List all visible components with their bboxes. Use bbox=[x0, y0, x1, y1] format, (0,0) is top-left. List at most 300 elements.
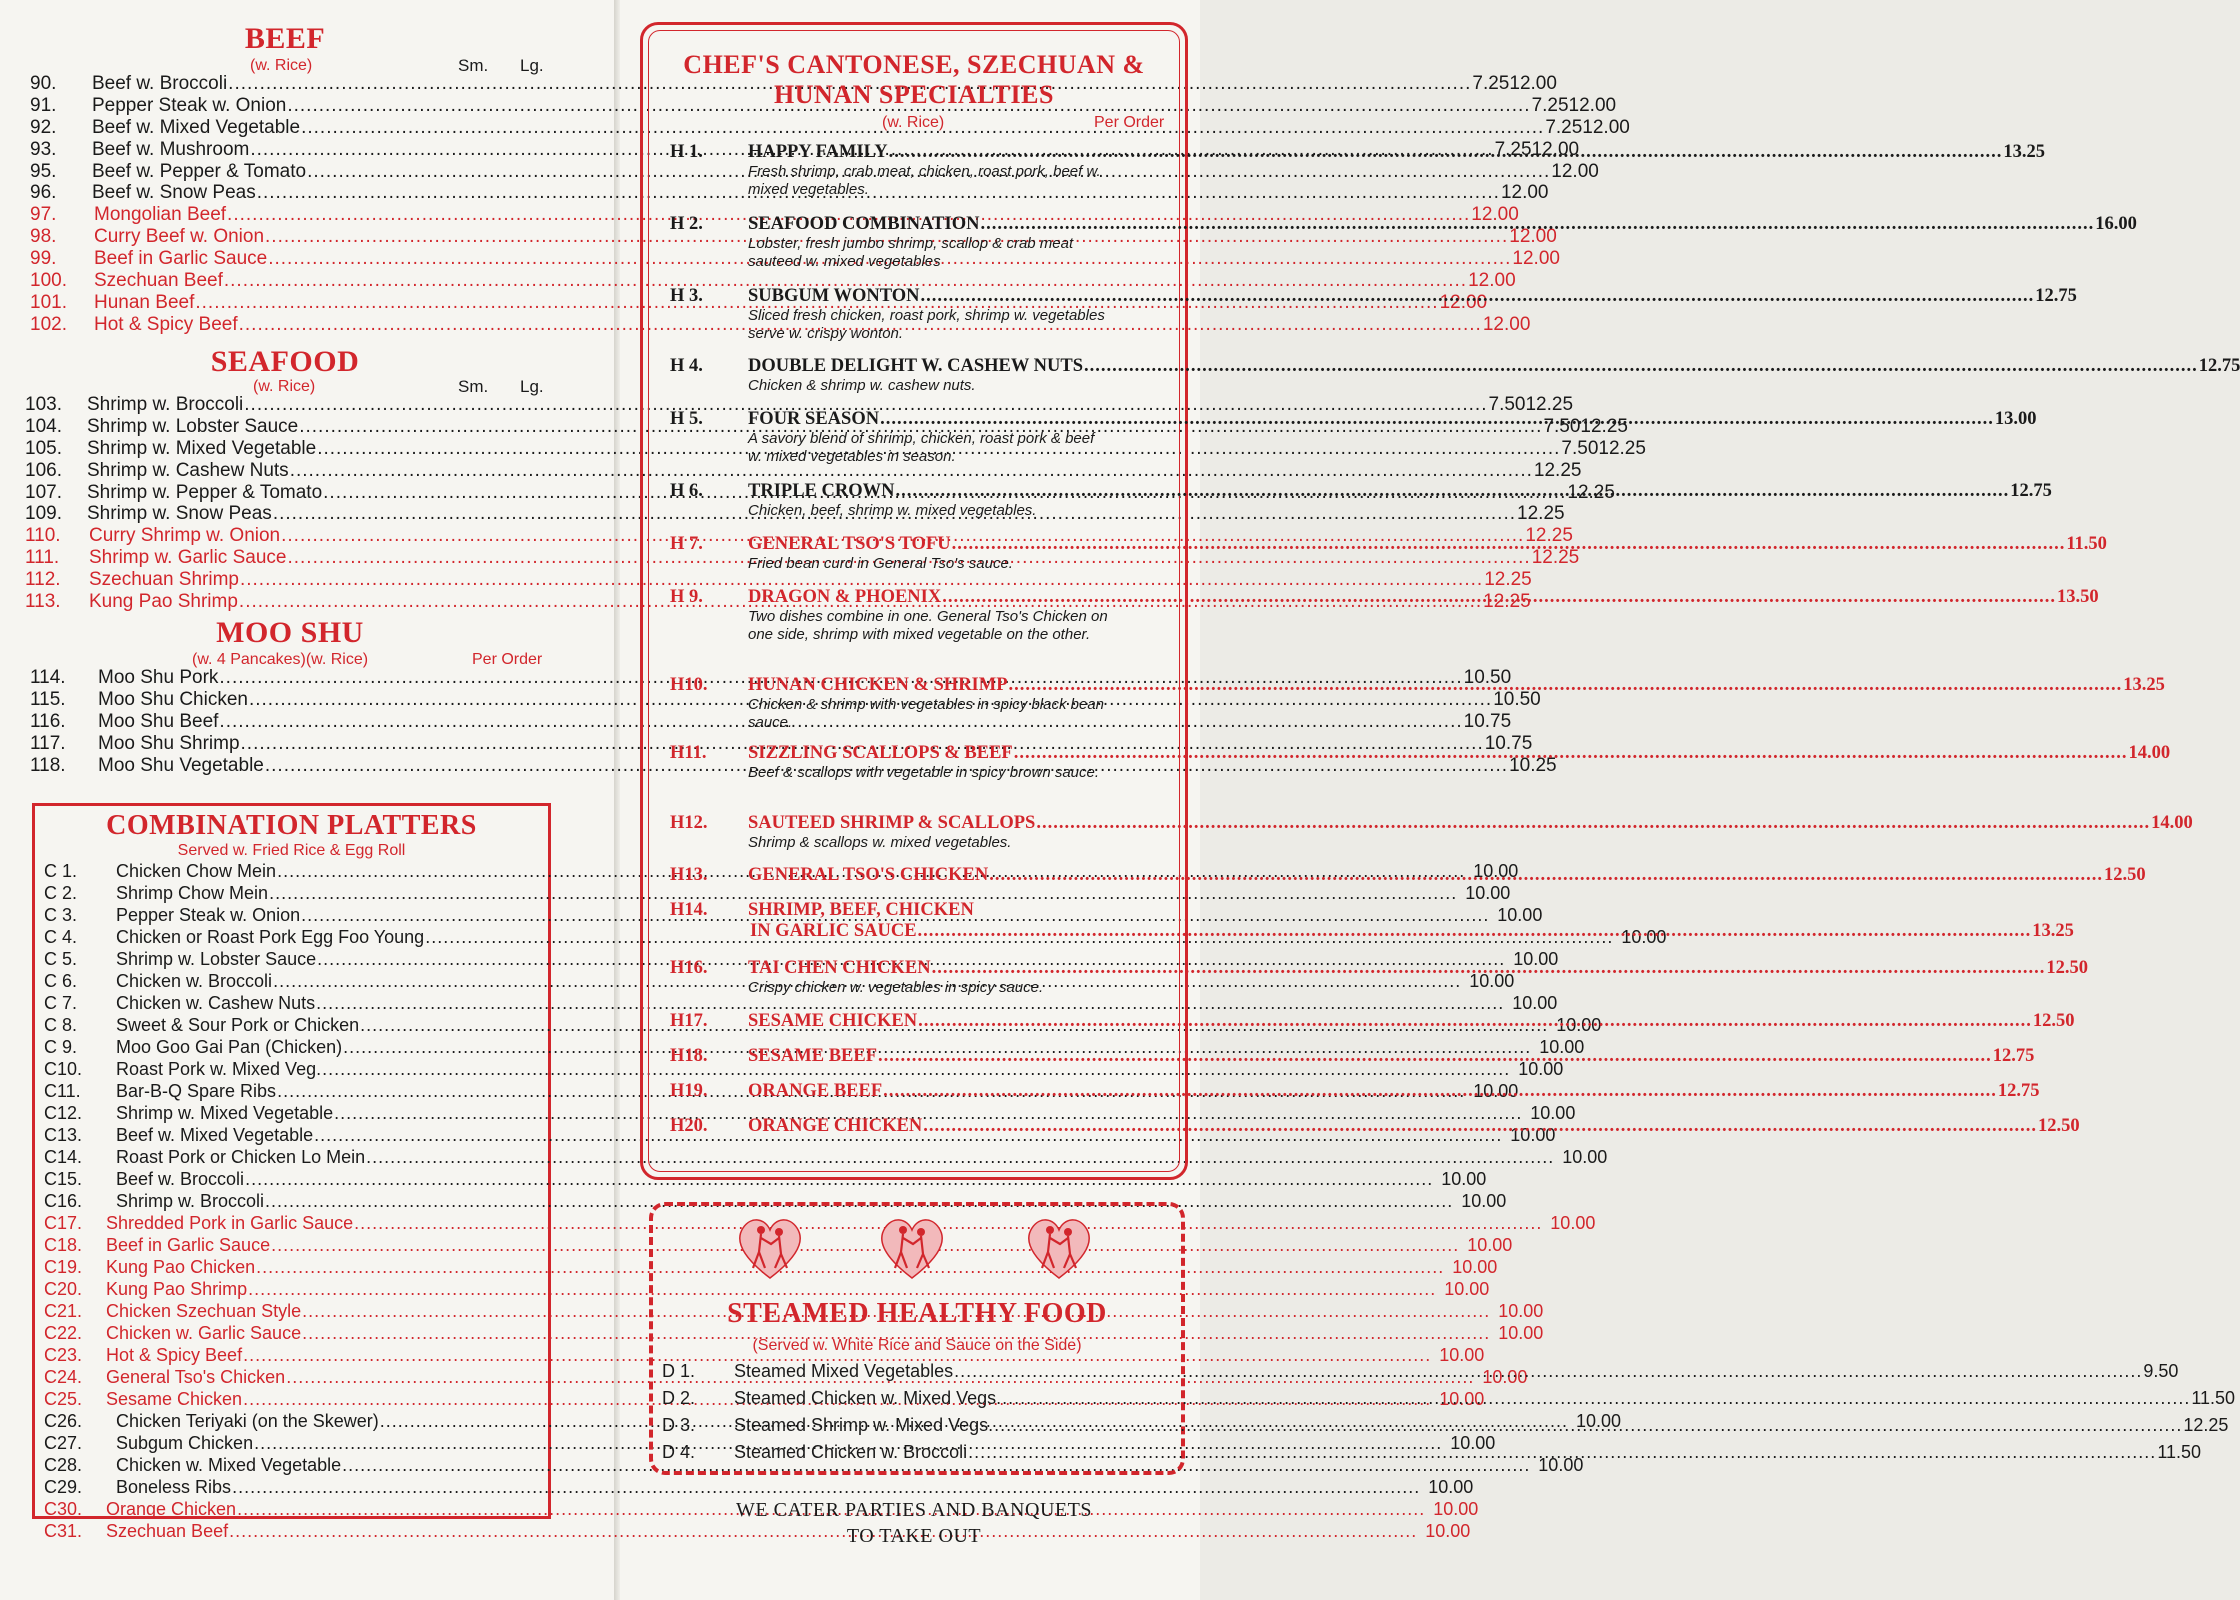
menu-item bbox=[44, 1058, 1564, 1080]
item-description: Crispy chicken w. vegetables in spicy sauce. bbox=[748, 979, 1044, 996]
item-number: H 4. bbox=[670, 356, 703, 376]
menu-item bbox=[44, 1190, 1507, 1212]
specialties-col: Per Order bbox=[1094, 114, 1165, 131]
item-name: Pepper Steak w. Onion bbox=[116, 905, 301, 925]
price-small: 7.25 bbox=[1472, 73, 1510, 94]
item-number: C27. bbox=[44, 1433, 83, 1453]
item-name: Steamed Chicken w. Mixed Vegs. bbox=[734, 1388, 1002, 1408]
item-name: SIZZLING SCALLOPS & BEEF bbox=[748, 743, 1013, 763]
item-number: H20. bbox=[670, 1116, 708, 1136]
price: 10.00 bbox=[1450, 1433, 1496, 1453]
price-small: 7.25 bbox=[1545, 116, 1583, 138]
price: 10.00 bbox=[1433, 1499, 1479, 1519]
beef-col-sm: Sm. bbox=[458, 56, 489, 75]
leader-dots bbox=[968, 1439, 2156, 1466]
item-description: Two dishes combine in one. General Tso's Chicken on one side, shrimp with mixed vegetable on the other. bbox=[748, 608, 1108, 643]
item-name: GENERAL TSO'S CHICKEN bbox=[748, 865, 989, 885]
price: 12.50 bbox=[2103, 865, 2146, 885]
item-name: Hot & Spicy Beef bbox=[106, 1345, 243, 1365]
item-number: C24. bbox=[44, 1367, 83, 1387]
menu-item bbox=[44, 1102, 1576, 1124]
item-name: Beef w. Mixed Vegetable bbox=[116, 1125, 314, 1145]
item-number: H 1. bbox=[670, 142, 703, 162]
price-large: 12.00 bbox=[1471, 204, 1519, 226]
item-name: ORANGE CHICKEN bbox=[748, 1116, 923, 1136]
price: 10.00 bbox=[1513, 949, 1559, 969]
menu-item bbox=[25, 569, 1532, 591]
item-name: Beef w. Mixed Vegetable bbox=[92, 116, 301, 138]
price-large: 12.25 bbox=[1525, 394, 1574, 415]
item-name: Shrimp Chow Mein bbox=[116, 883, 269, 903]
seafood-col-sm: Sm. bbox=[458, 377, 489, 396]
item-description: Beef & scallops with vegetable in spicy brown sauce. bbox=[748, 764, 1100, 781]
seafood-col-lg: Lg. bbox=[520, 377, 544, 396]
beef-title: BEEF bbox=[244, 22, 326, 55]
item-number: 99. bbox=[30, 248, 57, 270]
price: 12.75 bbox=[2035, 286, 2077, 306]
item-name: SHRIMP, BEEF, CHICKEN bbox=[748, 900, 974, 920]
item-number: C10. bbox=[44, 1059, 83, 1079]
price: 14.00 bbox=[2151, 813, 2193, 833]
item-description: Fresh shrimp, crab meat, chicken, roast pork, beef w. mixed vegetables. bbox=[748, 163, 1101, 198]
item-number: 115. bbox=[30, 688, 66, 710]
item-name: Szechuan Shrimp bbox=[89, 569, 239, 591]
item-name: FOUR SEASON bbox=[748, 409, 880, 429]
price-large: 12.25 bbox=[1531, 547, 1580, 569]
price: 10.00 bbox=[1461, 1191, 1507, 1211]
item-number: C22. bbox=[44, 1323, 83, 1343]
item-name: Shredded Pork in Garlic Sauce bbox=[106, 1213, 354, 1233]
item-name: SAUTEED SHRIMP & SCALLOPS bbox=[748, 813, 1036, 833]
seafood-note: (w. Rice) bbox=[253, 378, 316, 395]
price-large: 12.25 bbox=[1483, 591, 1531, 613]
item-number: 93. bbox=[30, 138, 57, 160]
menu-item bbox=[30, 182, 1549, 204]
item-number: C26. bbox=[44, 1411, 83, 1431]
menu-item bbox=[44, 1212, 1596, 1234]
item-number: H11. bbox=[670, 743, 707, 763]
item-number: C29. bbox=[44, 1477, 83, 1497]
price: 10.00 bbox=[1539, 1037, 1585, 1057]
price-large: 12.25 bbox=[1525, 525, 1573, 547]
item-number: C21. bbox=[44, 1301, 83, 1321]
mooshu-title: MOO SHU bbox=[216, 616, 364, 649]
item-name: Sesame Chicken bbox=[106, 1389, 243, 1409]
chili-pepper-icon bbox=[732, 966, 735, 972]
item-name: Chicken w. Cashew Nuts bbox=[116, 993, 316, 1013]
item-number: C28. bbox=[44, 1455, 83, 1475]
leader-dots bbox=[954, 1358, 2142, 1385]
item-number: C 1. bbox=[44, 861, 78, 881]
menu-item bbox=[30, 688, 1541, 711]
item-name: Boneless Ribs bbox=[116, 1477, 232, 1497]
item-name: Chicken Teriyaki (on the Skewer) bbox=[116, 1411, 379, 1431]
item-number: H13. bbox=[670, 865, 708, 885]
chili-pepper-icon bbox=[732, 821, 735, 827]
item-number: C19. bbox=[44, 1257, 83, 1277]
price: 13.00 bbox=[1994, 409, 2037, 429]
item-number: H18. bbox=[670, 1046, 708, 1066]
leader-dots bbox=[880, 409, 1994, 430]
price: 10.00 bbox=[1510, 1125, 1556, 1145]
item-name: Shrimp w. Broccoli bbox=[116, 1191, 265, 1211]
dancing-couple-heart-icon bbox=[875, 1210, 949, 1284]
chili-pepper-icon bbox=[732, 595, 735, 601]
specialty-row bbox=[670, 356, 2240, 377]
leader-dots bbox=[889, 142, 2003, 163]
item-name: Szechuan Beef bbox=[94, 270, 223, 292]
item-number: C 5. bbox=[44, 949, 78, 969]
price-large: 12.25 bbox=[1484, 569, 1532, 591]
price: 10.00 bbox=[1621, 927, 1667, 947]
chili-pepper-icon bbox=[732, 683, 735, 689]
footer-line-1: WE CATER PARTIES AND BANQUETS bbox=[736, 1499, 1092, 1521]
item-number: 104. bbox=[25, 415, 62, 437]
menu-item bbox=[44, 1278, 1490, 1300]
leader-dots bbox=[232, 1476, 1420, 1498]
item-name: Steamed Mixed Vegetables bbox=[734, 1361, 954, 1381]
item-number: 101. bbox=[30, 291, 67, 313]
item-number: C 4. bbox=[44, 927, 78, 947]
price: 10.00 bbox=[1473, 1081, 1519, 1101]
leader-dots bbox=[932, 958, 2046, 979]
item-number: C13. bbox=[44, 1125, 83, 1145]
price: 10.00 bbox=[1465, 883, 1511, 903]
item-name: Shrimp w. Pepper & Tomato bbox=[87, 481, 323, 503]
item-name: Shrimp w. Lobster Sauce bbox=[116, 949, 317, 969]
item-number: C31. bbox=[44, 1521, 83, 1541]
combo-title: COMBINATION PLATTERS bbox=[106, 810, 477, 841]
leader-dots bbox=[989, 865, 2103, 886]
item-name: GENERAL TSO'S TOFU bbox=[748, 534, 951, 554]
item-description: Lobster, fresh jumbo shrimp, scallop & crab meat sauteed w. mixed vegetables bbox=[748, 235, 1074, 270]
price: 11.50 bbox=[2191, 1388, 2236, 1408]
specialties-title-1: CHEF'S CANTONESE, SZECHUAN & bbox=[683, 50, 1145, 79]
item-name: Chicken Chow Mein bbox=[116, 861, 277, 881]
item-name: SUBGUM WONTON bbox=[748, 286, 920, 306]
chili-pepper-icon bbox=[732, 1124, 735, 1130]
item-name: Steamed Chicken w. Broccoli bbox=[734, 1442, 968, 1462]
item-name: Beef w. Snow Peas bbox=[92, 182, 256, 204]
footer-line-2: TO TAKE OUT bbox=[846, 1525, 982, 1547]
item-name: Subgum Chicken bbox=[116, 1433, 254, 1453]
price: 10.00 bbox=[1512, 993, 1558, 1013]
item-number: 98. bbox=[30, 226, 57, 248]
price: 12.75 bbox=[2198, 356, 2240, 376]
item-number: 117. bbox=[30, 732, 66, 754]
price-large: 12.00 bbox=[1439, 291, 1488, 313]
item-name: Kung Pao Shrimp bbox=[106, 1279, 248, 1299]
price: 12.50 bbox=[2037, 1116, 2080, 1136]
chili-pepper-icon bbox=[732, 873, 735, 879]
price: 10.00 bbox=[1498, 1301, 1544, 1321]
price-large: 12.00 bbox=[1509, 226, 1557, 248]
item-number: D 3. bbox=[662, 1415, 696, 1435]
price: 10.00 bbox=[1550, 1213, 1596, 1233]
item-number: 92. bbox=[30, 116, 57, 138]
menu-item bbox=[44, 882, 1511, 904]
price: 10.00 bbox=[1562, 1147, 1608, 1167]
item-number: H 3. bbox=[670, 286, 703, 306]
item-number: C30. bbox=[44, 1499, 83, 1519]
item-number: H16. bbox=[670, 958, 708, 978]
item-number: C 2. bbox=[44, 883, 78, 903]
chili-pepper-icon bbox=[732, 1019, 735, 1025]
item-number: 111. bbox=[25, 547, 60, 569]
item-description: Fried bean curd in General Tso's sauce. bbox=[748, 555, 1013, 572]
item-name: Mongolian Beef bbox=[94, 204, 227, 226]
item-name: TAI CHEN CHICKEN bbox=[748, 958, 931, 978]
price: 10.00 bbox=[1482, 1367, 1528, 1387]
item-number: 114. bbox=[30, 667, 66, 688]
price: 12.50 bbox=[2032, 1011, 2075, 1031]
price-large: 12.25 bbox=[1517, 503, 1565, 525]
steamed-note: (Served w. White Rice and Sauce on the Side) bbox=[752, 1337, 1082, 1354]
menu-item bbox=[44, 1476, 1474, 1498]
item-number: 112. bbox=[25, 569, 61, 591]
price: 10.00 bbox=[1538, 1455, 1584, 1475]
price: 10.00 bbox=[1428, 1477, 1474, 1497]
price: 13.25 bbox=[2123, 675, 2165, 695]
item-number: C12. bbox=[44, 1103, 83, 1123]
menu-item bbox=[25, 394, 1574, 416]
leader-dots bbox=[1084, 356, 2198, 377]
item-number: 105. bbox=[25, 437, 62, 459]
item-number: H 5. bbox=[670, 409, 703, 429]
item-number: 95. bbox=[30, 160, 57, 182]
item-name: Chicken w. Broccoli bbox=[116, 971, 273, 991]
item-name: HUNAN CHICKEN & SHRIMP bbox=[748, 675, 1008, 695]
item-number: 100. bbox=[30, 270, 67, 292]
item-number: C 3. bbox=[44, 905, 78, 925]
item-name: Beef w. Broccoli bbox=[92, 73, 228, 94]
item-number: 106. bbox=[25, 459, 62, 481]
price: 10.25 bbox=[1509, 754, 1557, 776]
price: 14.00 bbox=[2128, 743, 2171, 763]
price-large: 12.00 bbox=[1551, 160, 1599, 182]
item-name: Beef w. Mushroom bbox=[92, 138, 250, 160]
price: 12.75 bbox=[2010, 481, 2052, 501]
item-name-line-2 bbox=[748, 921, 2074, 942]
menu-item bbox=[44, 1234, 1513, 1256]
item-name-block bbox=[748, 900, 2074, 942]
price-large: 12.00 bbox=[1512, 248, 1560, 270]
price: 10.00 bbox=[1467, 1235, 1513, 1255]
item-name: Pepper Steak w. Onion bbox=[92, 94, 287, 116]
menu-item bbox=[25, 459, 1582, 482]
item-number: 97. bbox=[30, 204, 57, 226]
item-number: C15. bbox=[44, 1169, 83, 1189]
price-small: 7.50 bbox=[1488, 394, 1526, 415]
specialties-note: (w. Rice) bbox=[882, 114, 945, 131]
leader-dots bbox=[883, 1081, 1997, 1102]
item-number: C14. bbox=[44, 1147, 83, 1167]
price-small: 7.50 bbox=[1543, 415, 1581, 437]
price: 10.00 bbox=[1498, 1323, 1544, 1343]
price: 11.50 bbox=[2157, 1442, 2202, 1462]
item-name: SESAME BEEF bbox=[748, 1046, 878, 1066]
price-small: 7.25 bbox=[1494, 138, 1532, 160]
item-description: A savory blend of shrimp, chicken, roast pork & beef w. mixed vegetables in season. bbox=[748, 430, 1095, 465]
price-large: 12.00 bbox=[1500, 182, 1549, 204]
beef-col-lg: Lg. bbox=[520, 56, 544, 75]
menu-item bbox=[44, 1256, 1498, 1278]
leader-dots bbox=[1014, 743, 2128, 764]
item-name: Roast Pork w. Mixed Veg. bbox=[116, 1059, 322, 1079]
item-number: 103. bbox=[25, 394, 62, 415]
item-description: Chicken & shrimp w. cashew nuts. bbox=[748, 377, 976, 394]
price: 10.75 bbox=[1463, 710, 1512, 732]
leader-dots bbox=[1009, 675, 2123, 696]
item-name: Shrimp w. Cashew Nuts bbox=[87, 459, 289, 481]
specialty-item bbox=[670, 356, 2240, 395]
item-name: Shrimp w. Mixed Vegetable bbox=[116, 1103, 334, 1123]
menu-item bbox=[44, 1454, 1584, 1476]
price: 12.50 bbox=[2046, 958, 2088, 978]
item-name: Steamed Shrimp w. Mixed Vegs. bbox=[734, 1415, 994, 1435]
item-description: Chicken, beef, shrimp w. mixed vegetables. bbox=[748, 502, 1037, 519]
chili-pepper-icon bbox=[732, 908, 735, 914]
item-number: D 1. bbox=[662, 1361, 696, 1381]
item-name: Chicken or Roast Pork Egg Foo Young bbox=[116, 927, 425, 947]
price-large: 12.25 bbox=[1598, 437, 1646, 459]
item-description: Chicken & shrimp with vegetables in spicy black bean sauce. bbox=[748, 696, 1105, 731]
leader-dots bbox=[994, 1412, 2182, 1439]
item-number: H 7. bbox=[670, 534, 703, 554]
price: 10.00 bbox=[1439, 1345, 1485, 1365]
chili-pepper-icon bbox=[732, 751, 735, 757]
item-name: Sweet & Sour Pork or Chicken bbox=[116, 1015, 360, 1035]
leader-dots bbox=[942, 587, 2056, 608]
item-name: Bar-B-Q Spare Ribs bbox=[116, 1081, 277, 1101]
item-name: Kung Pao Shrimp bbox=[89, 591, 238, 613]
item-name: DRAGON & PHOENIX bbox=[748, 587, 942, 607]
item-number: H 2. bbox=[670, 214, 703, 234]
item-number: C25. bbox=[44, 1389, 83, 1409]
price-large: 12.25 bbox=[1533, 459, 1582, 481]
leader-dots bbox=[895, 481, 2009, 502]
item-number: D 2. bbox=[662, 1388, 696, 1408]
item-name: Chicken w. Garlic Sauce bbox=[106, 1323, 302, 1343]
price: 11.50 bbox=[2066, 534, 2107, 554]
item-name: DOUBLE DELIGHT W. CASHEW NUTS bbox=[748, 356, 1083, 376]
dancing-couple-heart-icon bbox=[1022, 1210, 1096, 1284]
item-name: Beef in Garlic Sauce bbox=[94, 248, 268, 270]
price: 10.00 bbox=[1469, 971, 1515, 991]
menu-item bbox=[44, 1146, 1608, 1168]
beef-note: (w. Rice) bbox=[250, 57, 313, 74]
item-number: 113. bbox=[25, 591, 61, 613]
item-name: Shrimp w. Snow Peas bbox=[87, 503, 272, 525]
item-name-2: IN GARLIC SAUCE bbox=[750, 921, 917, 941]
steamed-title: STEAMED HEALTHY FOOD bbox=[727, 1298, 1107, 1329]
item-name: Moo Shu Beef bbox=[98, 710, 219, 732]
item-name: Moo Shu Pork bbox=[98, 667, 219, 688]
price: 13.25 bbox=[2003, 142, 2045, 162]
item-name: SESAME CHICKEN bbox=[748, 1011, 918, 1031]
item-name: SEAFOOD COMBINATION bbox=[748, 214, 980, 234]
item-number: C11. bbox=[44, 1081, 81, 1101]
item-number: 110. bbox=[25, 525, 61, 547]
item-number: H10. bbox=[670, 675, 708, 695]
item-name: TRIPLE CROWN bbox=[748, 481, 895, 501]
item-number: C 6. bbox=[44, 971, 78, 991]
item-number: 102. bbox=[30, 313, 67, 335]
item-number: 116. bbox=[30, 710, 66, 732]
leader-dots bbox=[1002, 1385, 2190, 1412]
item-name: Beef in Garlic Sauce bbox=[106, 1235, 271, 1255]
price: 10.00 bbox=[1518, 1059, 1564, 1079]
price: 10.50 bbox=[1493, 688, 1541, 710]
item-name: Kung Pao Chicken bbox=[106, 1257, 256, 1277]
leader-dots bbox=[921, 286, 2035, 307]
item-number: C 9. bbox=[44, 1037, 78, 1057]
price: 10.50 bbox=[1463, 667, 1512, 688]
leader-dots bbox=[1036, 813, 2150, 834]
item-number: C 7. bbox=[44, 993, 78, 1013]
price: 10.75 bbox=[1484, 732, 1533, 754]
item-number: H 9. bbox=[670, 587, 703, 607]
price-large: 12.25 bbox=[1567, 481, 1615, 503]
price: 10.00 bbox=[1530, 1103, 1576, 1123]
price: 13.50 bbox=[2056, 587, 2099, 607]
item-name: Moo Goo Gai Pan (Chicken) bbox=[116, 1037, 343, 1057]
price: 10.00 bbox=[1439, 1389, 1485, 1409]
menu-item bbox=[30, 226, 1557, 248]
price-large: 12.00 bbox=[1509, 73, 1557, 94]
leader-dots bbox=[923, 1116, 2037, 1137]
item-number: H19. bbox=[670, 1081, 708, 1101]
item-number: 118. bbox=[30, 754, 66, 776]
price-large: 12.00 bbox=[1531, 138, 1580, 160]
item-name: Beef w. Broccoli bbox=[116, 1169, 245, 1189]
menu-item bbox=[44, 1322, 1544, 1344]
item-number: D 4. bbox=[662, 1442, 696, 1462]
leader-dots bbox=[980, 214, 2094, 235]
item-number: H12. bbox=[670, 813, 708, 833]
price: 12.75 bbox=[1992, 1046, 2035, 1066]
item-name: Shrimp w. Garlic Sauce bbox=[89, 547, 287, 569]
item-number: C16. bbox=[44, 1191, 83, 1211]
leader-dots bbox=[918, 1011, 2032, 1032]
item-name: Chicken w. Mixed Vegetable bbox=[116, 1455, 342, 1475]
leader-dots bbox=[878, 1046, 1992, 1067]
chili-pepper-icon bbox=[732, 542, 735, 548]
item-name: Curry Shrimp w. Onion bbox=[89, 525, 281, 547]
item-name: Hunan Beef bbox=[94, 291, 195, 313]
price: 10.00 bbox=[1452, 1257, 1498, 1277]
leader-dots bbox=[918, 921, 2032, 942]
price-small: 7.25 bbox=[1531, 94, 1569, 116]
item-name: Szechuan Beef bbox=[106, 1521, 229, 1541]
price: 10.00 bbox=[1441, 1169, 1487, 1189]
item-number: H14. bbox=[670, 900, 708, 920]
mooshu-note: (w. 4 Pancakes)(w. Rice) bbox=[192, 651, 369, 668]
price: 13.25 bbox=[2032, 921, 2074, 941]
item-name: Shrimp w. Lobster Sauce bbox=[87, 415, 299, 437]
item-name: HAPPY FAMILY bbox=[748, 142, 888, 162]
seafood-title: SEAFOOD bbox=[210, 345, 360, 378]
price: 10.00 bbox=[1425, 1521, 1471, 1541]
item-name: Beef w. Pepper & Tomato bbox=[92, 160, 307, 182]
item-description: Sliced fresh chicken, roast pork, shrimp w. vegetables serve w. crispy wonton. bbox=[748, 307, 1105, 342]
item-name: Hot & Spicy Beef bbox=[94, 313, 238, 335]
item-name: Moo Shu Vegetable bbox=[98, 754, 264, 776]
price: 12.25 bbox=[2183, 1415, 2229, 1435]
item-number: 109. bbox=[25, 503, 62, 525]
item-name: Shrimp w. Broccoli bbox=[87, 394, 244, 415]
item-number: H 6. bbox=[670, 481, 703, 501]
